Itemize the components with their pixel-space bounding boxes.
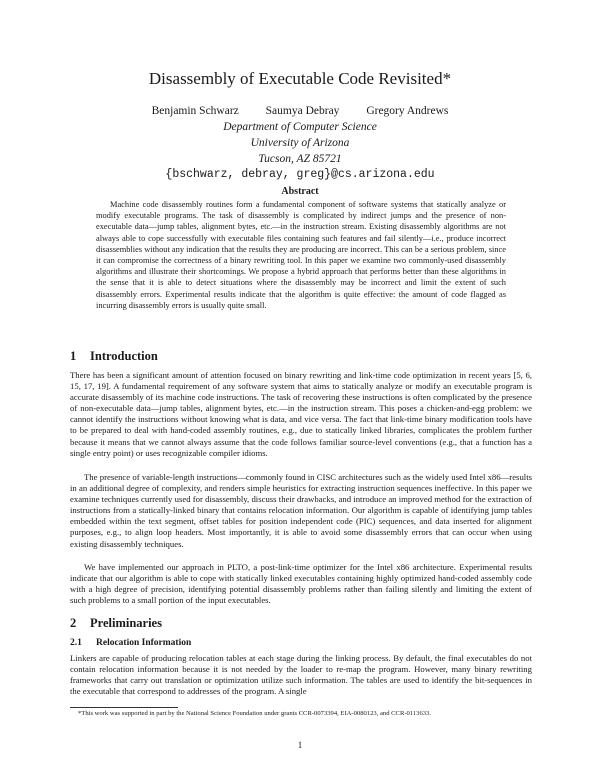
author-name: Gregory Andrews xyxy=(366,105,449,117)
page-number: 1 xyxy=(297,740,303,750)
abstract-body: Machine code disassembly routines form a fundamental component of software systems that statically analyze or modify executable programs. The task of disassembly is complicated by indirect jumps and the presence of non-executable data—jump tables, alignment bytes, etc.—in the instruction stream. Existing disassembly algorithms are not always able to cope successfully with executable files containing such features and fail silently—i.e., produce incorrect disassemblies without any indication that the results they are producing are incorrect. This can be a serious problem, since it can compromise the correctness of a binary rewriting tool. In this paper we examine two commonly-used disassembly algorithms and illustrate their shortcomings. We propose a hybrid approach that performs better than these algorithms in the sense that it is able to detect situations where the disassembly may be incorrect and limit the extent of such disassembly errors. Experimental results indicate that the algorithm is quite effective: the amount of code flagged as incurring disassembly errors is usually quite small. xyxy=(96,200,506,310)
author-name: Saumya Debray xyxy=(265,105,340,117)
author-list xyxy=(0,103,600,119)
footnote-divider xyxy=(70,707,178,708)
section-heading-preliminaries xyxy=(70,615,162,631)
intro-paragraph: We have implemented our approach in PLTO, a post-link-time optimizer for the Intel x86 architecture. Experimental results indicate that our algorithm is able to cope with statically linked executables containing highly optimized hand-coded assembly code with a high degree of precision, identifying potential disassembly problems rather than failing silently and limiting the extent of such problems to a small portion of the input executables. xyxy=(70,562,532,606)
footnote: *This work was supported in part by the National Science Foundation under grants CCR-0073394, EIA-0080123, and CCR-0113633. xyxy=(78,710,432,717)
paper-title: Disassembly of Executable Code Revisited* xyxy=(148,69,452,88)
subsection-number: 2.1 xyxy=(70,638,82,648)
subsection-heading-relocation xyxy=(70,637,191,649)
abstract-heading: Abstract xyxy=(281,186,319,197)
relocation-paragraph: Linkers are capable of producing relocation tables at each stage during the linking process. By default, the final executables do not contain relocation information because it is not needed by the loader to re-map the program. However, many binary rewriting frameworks that carry out translation or optimization utilize such information. The tables are used to identify the bit-sequences in the executable that correspond to addresses of the program. A single xyxy=(70,653,532,697)
section-number: 1 xyxy=(70,349,77,363)
section-title: Introduction xyxy=(90,349,158,363)
department: Department of Computer Science xyxy=(223,121,377,133)
author-emails: {bschwarz, debray, greg}@cs.arizona.edu xyxy=(165,168,435,181)
university: University of Arizona xyxy=(250,137,350,149)
author-name: Benjamin Schwarz xyxy=(151,105,239,117)
section-heading-introduction xyxy=(70,348,158,364)
intro-paragraph: There has been a significant amount of attention focused on binary rewriting and link-time code optimization in recent years [5, 6, 15, 17, 19]. A fundamental requirement of any software system that aims to statically analyze or modify an executable program is accurate disassembly of its machine code instructions. The task of recovering these instructions is often complicated by the presence of non-executable data—jump tables, alignment bytes, etc.—in the instruction stream. This poses a chicken-and-egg problem: we cannot identify the instructions without knowing what is data, and vice versa. The fact that link-time binary modification tools have to be prepared to deal with hand-coded assembly routines, e.g., due to statically linked libraries, complicates the problem further because it means that we cannot always assume that the code follows familiar source-level conventions (e.g., that a function has a single entry point) or uses recognizable compiler idioms. xyxy=(70,370,532,458)
city: Tucson, AZ 85721 xyxy=(258,153,342,165)
section-number: 2 xyxy=(70,616,77,630)
intro-paragraph: The presence of variable-length instructions—commonly found in CISC architectures such as the widely used Intel x86—results in an additional degree of complexity, and renders simple heuristics for extracting instruction sequences ineffective. In this paper we examine techniques currently used for disassembly, discuss their drawbacks, and introduce an improved method for the extraction of instructions from a statically-linked binary that contains relocation information. Our algorithm is capable of identifying jump tables embedded within the text segment, offset tables for position independent code (PIC) sequences, and data inserted for alignment purposes, e.g., to align loop headers. Most importantly, it is able to avoid some disassembly errors that can occur when using existing disassembly techniques. xyxy=(70,472,532,549)
subsection-title: Relocation Information xyxy=(96,638,192,648)
section-title: Preliminaries xyxy=(90,616,162,630)
